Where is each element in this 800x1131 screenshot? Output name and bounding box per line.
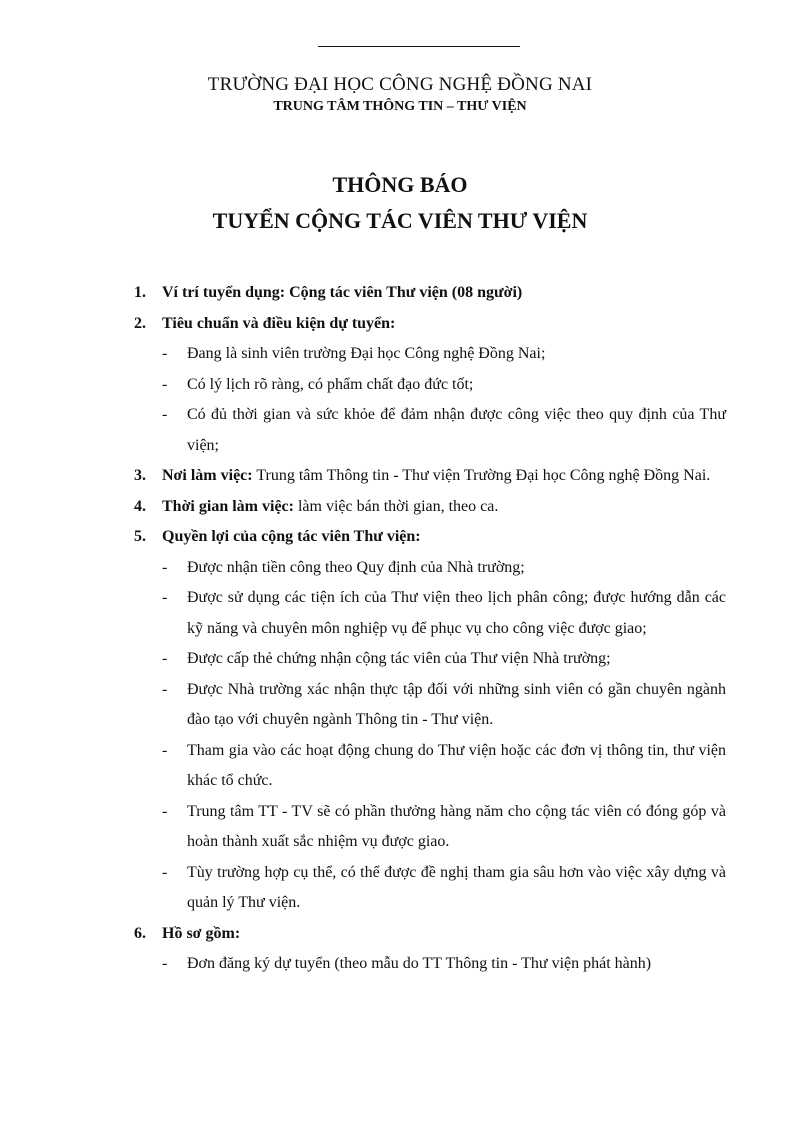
header-underline	[318, 46, 520, 47]
list-item-text: Tùy trường hợp cụ thể, có thể được đề nghị tham gia sâu hơn vào việc xây dựng và quản lý Thư viện.	[187, 863, 726, 911]
section-documents	[134, 919, 726, 950]
list-item	[134, 675, 726, 736]
section-benefits	[134, 522, 726, 553]
list-item-text: Được sử dụng các tiện ích của Thư viện theo lịch phân công; được hướng dẫn các kỹ năng và chuyên môn nghiệp vụ để phục vụ cho công việc được giao;	[187, 589, 726, 637]
list-item	[134, 400, 726, 461]
bullet-dash: -	[162, 955, 168, 972]
section-title: Hồ sơ gồm:	[162, 924, 241, 942]
section-number: 4.	[134, 497, 146, 515]
section-position	[134, 278, 726, 309]
section-number: 2.	[134, 314, 146, 332]
list-item-text: Đơn đăng ký dự tuyển (theo mẫu do TT Thông tin - Thư viện phát hành)	[187, 955, 652, 972]
list-item	[134, 370, 726, 401]
section-title: Ví trí tuyển dụng: Cộng tác viên Thư viện (08 người)	[162, 284, 523, 301]
section-title: Thời gian làm việc:	[162, 497, 294, 515]
bullet-dash: -	[162, 650, 168, 667]
list-item-text: Có lý lịch rõ ràng, có phẩm chất đạo đức tốt;	[187, 375, 474, 393]
section-title: Nơi làm việc:	[162, 467, 253, 484]
section-workplace	[134, 461, 726, 492]
bullet-dash: -	[162, 680, 168, 698]
bullet-dash: -	[162, 863, 168, 881]
list-item	[134, 736, 726, 797]
list-item	[134, 949, 726, 980]
section-number: 3.	[134, 467, 146, 484]
section-number: 6.	[134, 924, 146, 942]
organization-name: TRƯỜNG ĐẠI HỌC CÔNG NGHỆ ĐỒNG NAI	[207, 74, 593, 95]
bullet-dash: -	[162, 406, 168, 423]
list-item	[134, 583, 726, 644]
list-item	[134, 858, 726, 919]
list-item-text: Tham gia vào các hoạt động chung do Thư viện hoặc các đơn vị thông tin, thư viện khác tổ chức.	[187, 741, 726, 789]
bullet-dash: -	[162, 589, 168, 606]
bullet-dash: -	[162, 558, 168, 576]
list-item	[134, 339, 726, 370]
bullet-dash: -	[162, 375, 168, 393]
section-number: 5.	[134, 528, 146, 545]
list-item-text: Được Nhà trường xác nhận thực tập đối với những sinh viên có gần chuyên ngành đào tạo với chuyên ngành Thông tin - Thư viện.	[187, 680, 726, 728]
list-item-text: Được cấp thẻ chứng nhận cộng tác viên của Thư viện Nhà trường;	[187, 650, 611, 667]
section-requirements	[134, 309, 726, 340]
list-item-text: Được nhận tiền công theo Quy định của Nhà trường;	[187, 558, 525, 576]
notice-title: THÔNG BÁO	[332, 172, 468, 197]
section-title: Tiêu chuẩn và điều kiện dự tuyển:	[162, 314, 396, 332]
list-item-text: Trung tâm TT - TV sẽ có phần thưởng hàng năm cho cộng tác viên có đóng góp và hoàn thành xuất sắc nhiệm vụ được giao.	[187, 802, 726, 850]
list-item	[134, 553, 726, 584]
list-item-text: Có đủ thời gian và sức khỏe để đảm nhận được công việc theo quy định của Thư viện;	[187, 406, 726, 454]
list-item	[134, 644, 726, 675]
section-title: Quyền lợi của cộng tác viên Thư viện:	[162, 528, 421, 545]
notice-body	[134, 278, 726, 980]
bullet-dash: -	[162, 345, 168, 362]
section-text: làm việc bán thời gian, theo ca.	[293, 497, 499, 515]
document-header	[0, 74, 800, 116]
list-item	[134, 797, 726, 858]
notice-subtitle: TUYỂN CỘNG TÁC VIÊN THƯ VIỆN	[212, 208, 588, 233]
department-name: TRUNG TÂM THÔNG TIN – THƯ VIỆN	[273, 99, 527, 114]
section-working-time	[134, 492, 726, 523]
section-text: Trung tâm Thông tin - Thư viện Trường Đại học Công nghệ Đồng Nai.	[252, 467, 711, 484]
bullet-dash: -	[162, 802, 168, 820]
list-item-text: Đang là sinh viên trường Đại học Công nghệ Đồng Nai;	[187, 345, 546, 362]
section-number: 1.	[134, 284, 146, 301]
bullet-dash: -	[162, 741, 168, 759]
